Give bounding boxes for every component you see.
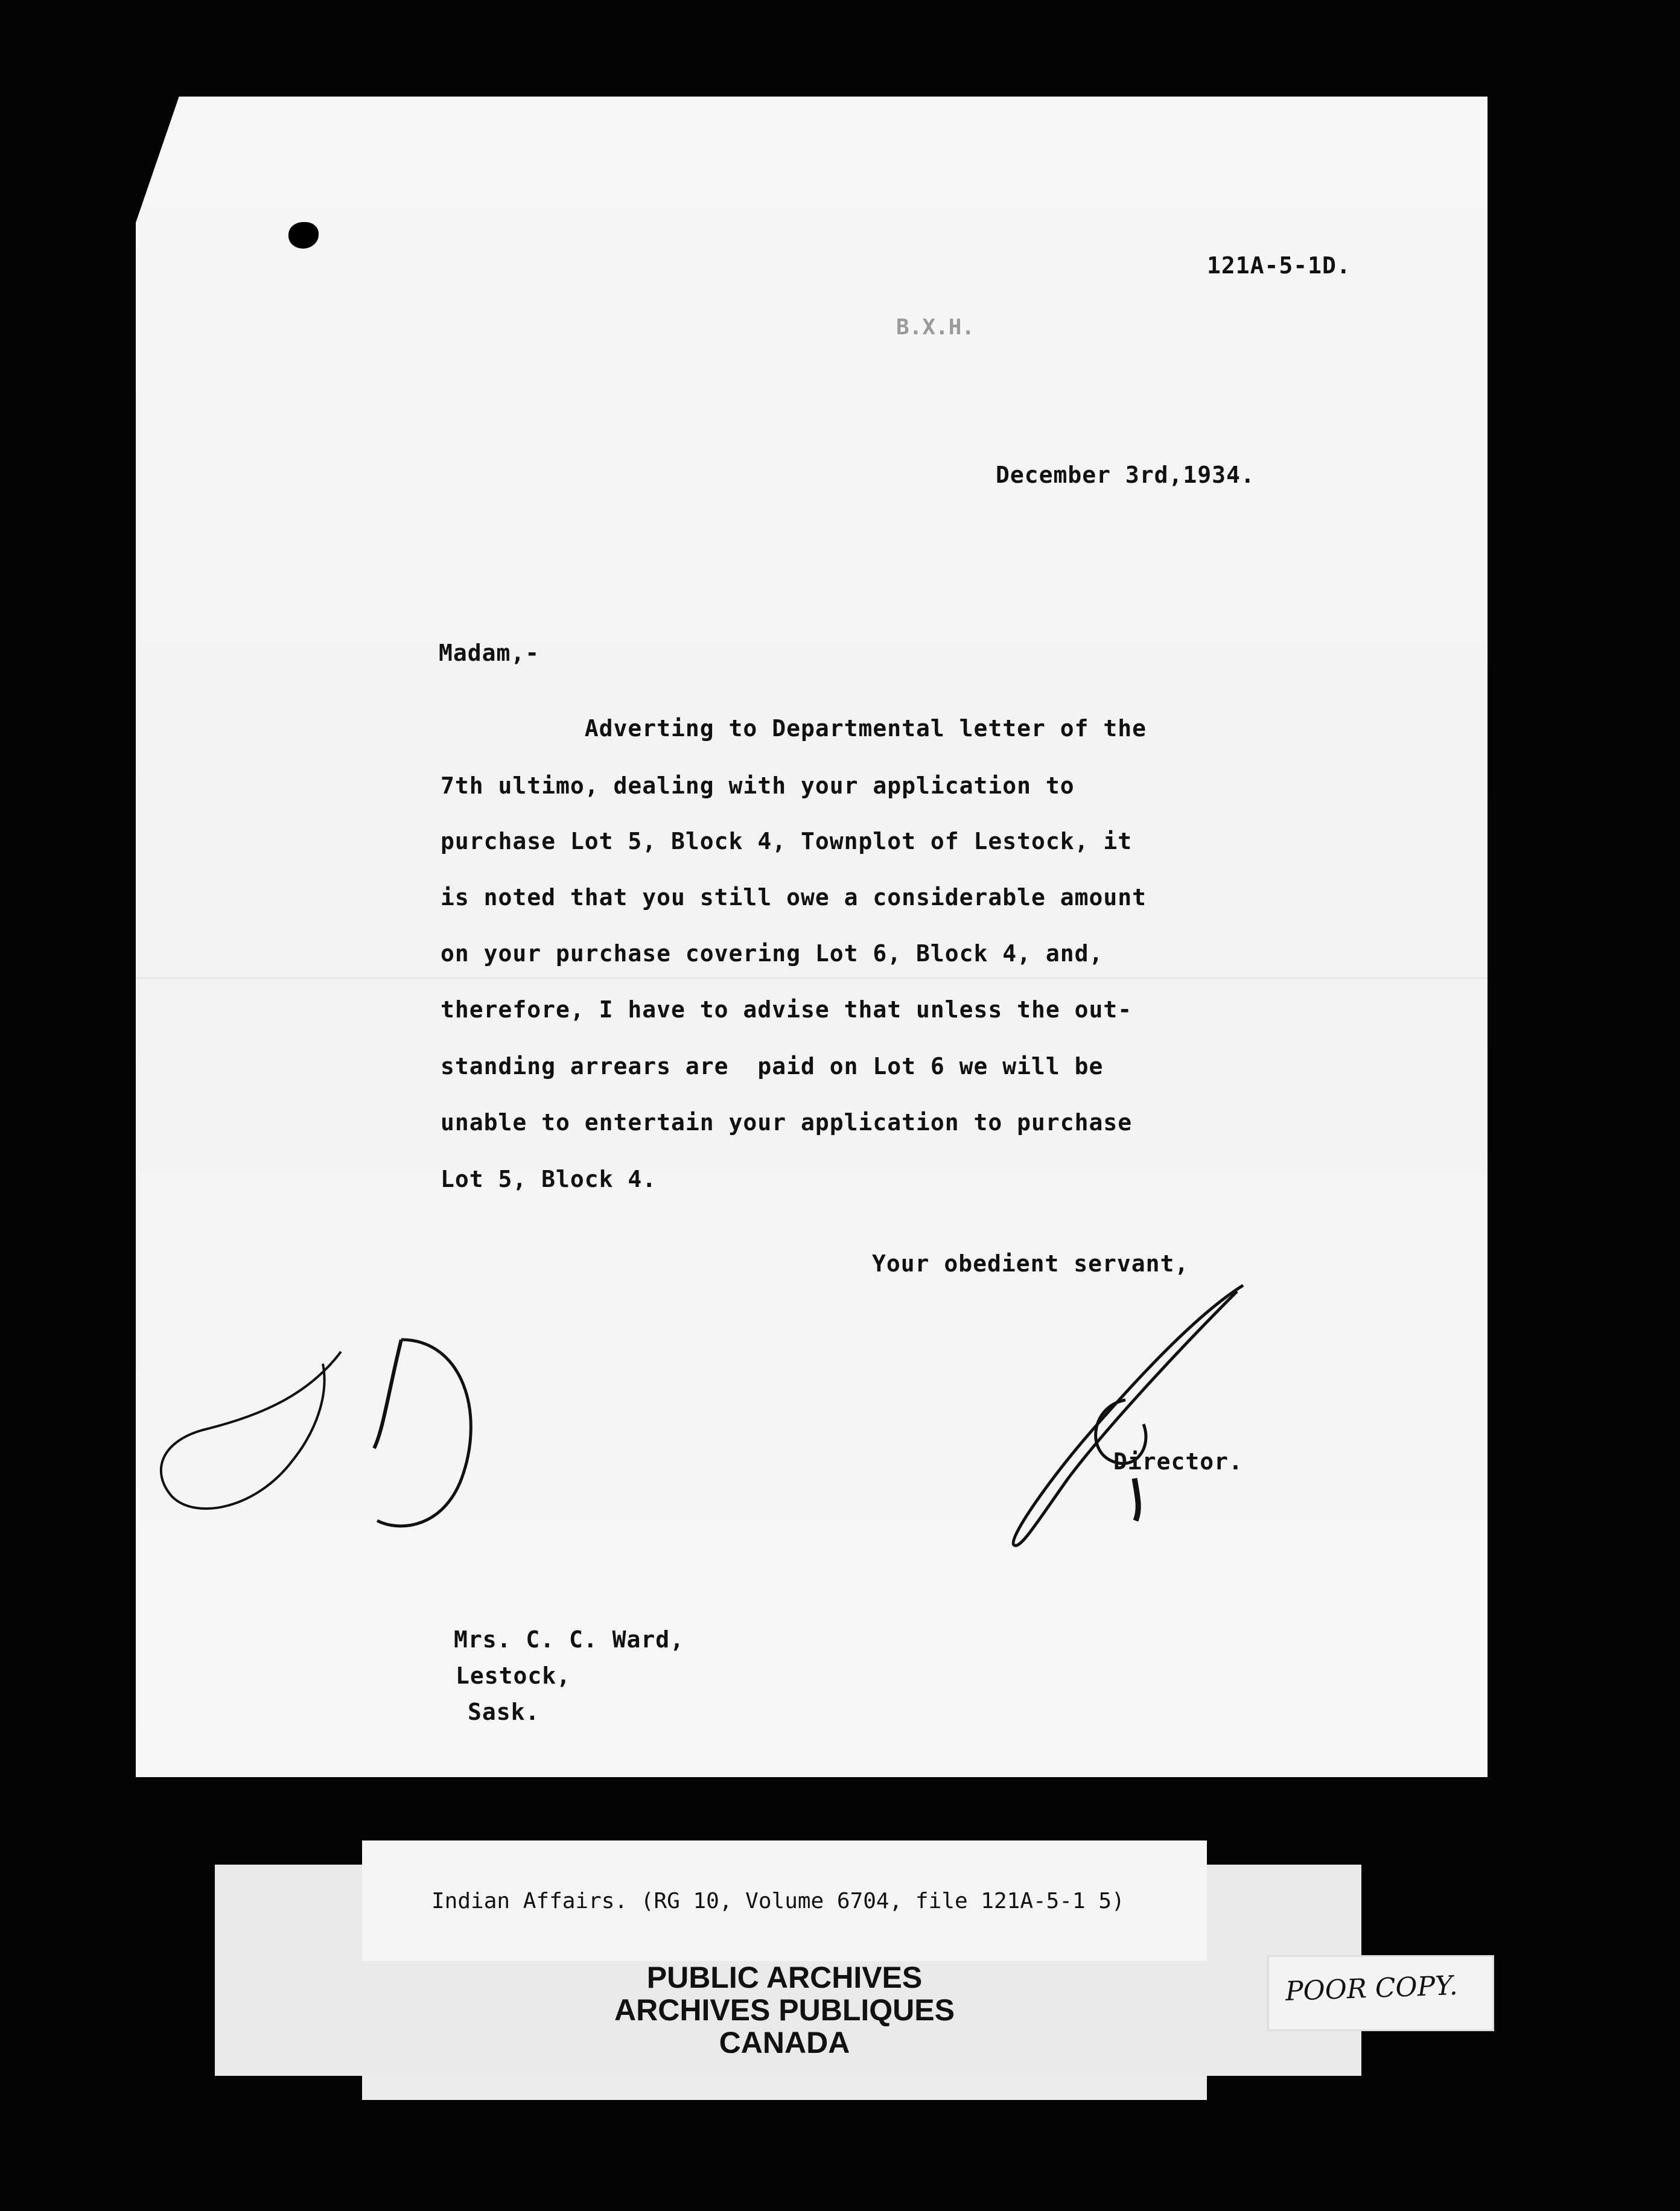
address-line: Mrs. C. C. Ward, (454, 1626, 685, 1653)
body-line: 7th ultimo, dealing with your application to (441, 772, 1075, 799)
archive-stamp (567, 1961, 1002, 2059)
archive-reference: Indian Affairs. (RG 10, Volume 6704, file 121A-5-1 5) (431, 1889, 1125, 1914)
body-line: standing arrears are paid on Lot 6 we will be (441, 1053, 1104, 1080)
body-line: is noted that you still owe a considerable amount (441, 884, 1147, 911)
fold-line (136, 978, 1488, 979)
initials-scrawl (148, 1328, 486, 1545)
body-line: purchase Lot 5, Block 4, Townplot of Lestock, it (441, 828, 1133, 854)
salutation: Madam,- (439, 640, 540, 666)
archive-stamp-line: ARCHIVES PUBLIQUES (614, 1993, 955, 2027)
file-reference: 121A-5-1D. (1207, 252, 1351, 279)
body-line: on your purchase covering Lot 6, Block 4, and, (441, 940, 1104, 967)
director-signature (996, 1279, 1255, 1563)
body-line: Lot 5, Block 4. (441, 1166, 657, 1192)
archive-stamp-line: PUBLIC ARCHIVES (646, 1961, 923, 1994)
archive-stamp-line: CANADA (719, 2026, 850, 2060)
poor-copy-note: POOR COPY. (1285, 1970, 1459, 2007)
address-line: Sask. (468, 1699, 540, 1725)
letter-date: December 3rd,1934. (996, 462, 1255, 488)
faint-initials-mark: B.X.H. (896, 315, 975, 340)
signatory-title: Director. (1113, 1448, 1243, 1475)
closing: Your obedient servant, (872, 1250, 1189, 1277)
body-line: Adverting to Departmental letter of the (441, 715, 1147, 742)
body-line: therefore, I have to advise that unless the out- (441, 996, 1133, 1023)
archive-label-bottom (362, 2076, 1207, 2100)
address-line: Lestock, (456, 1662, 571, 1689)
body-line: unable to entertain your application to purchase (441, 1109, 1133, 1136)
